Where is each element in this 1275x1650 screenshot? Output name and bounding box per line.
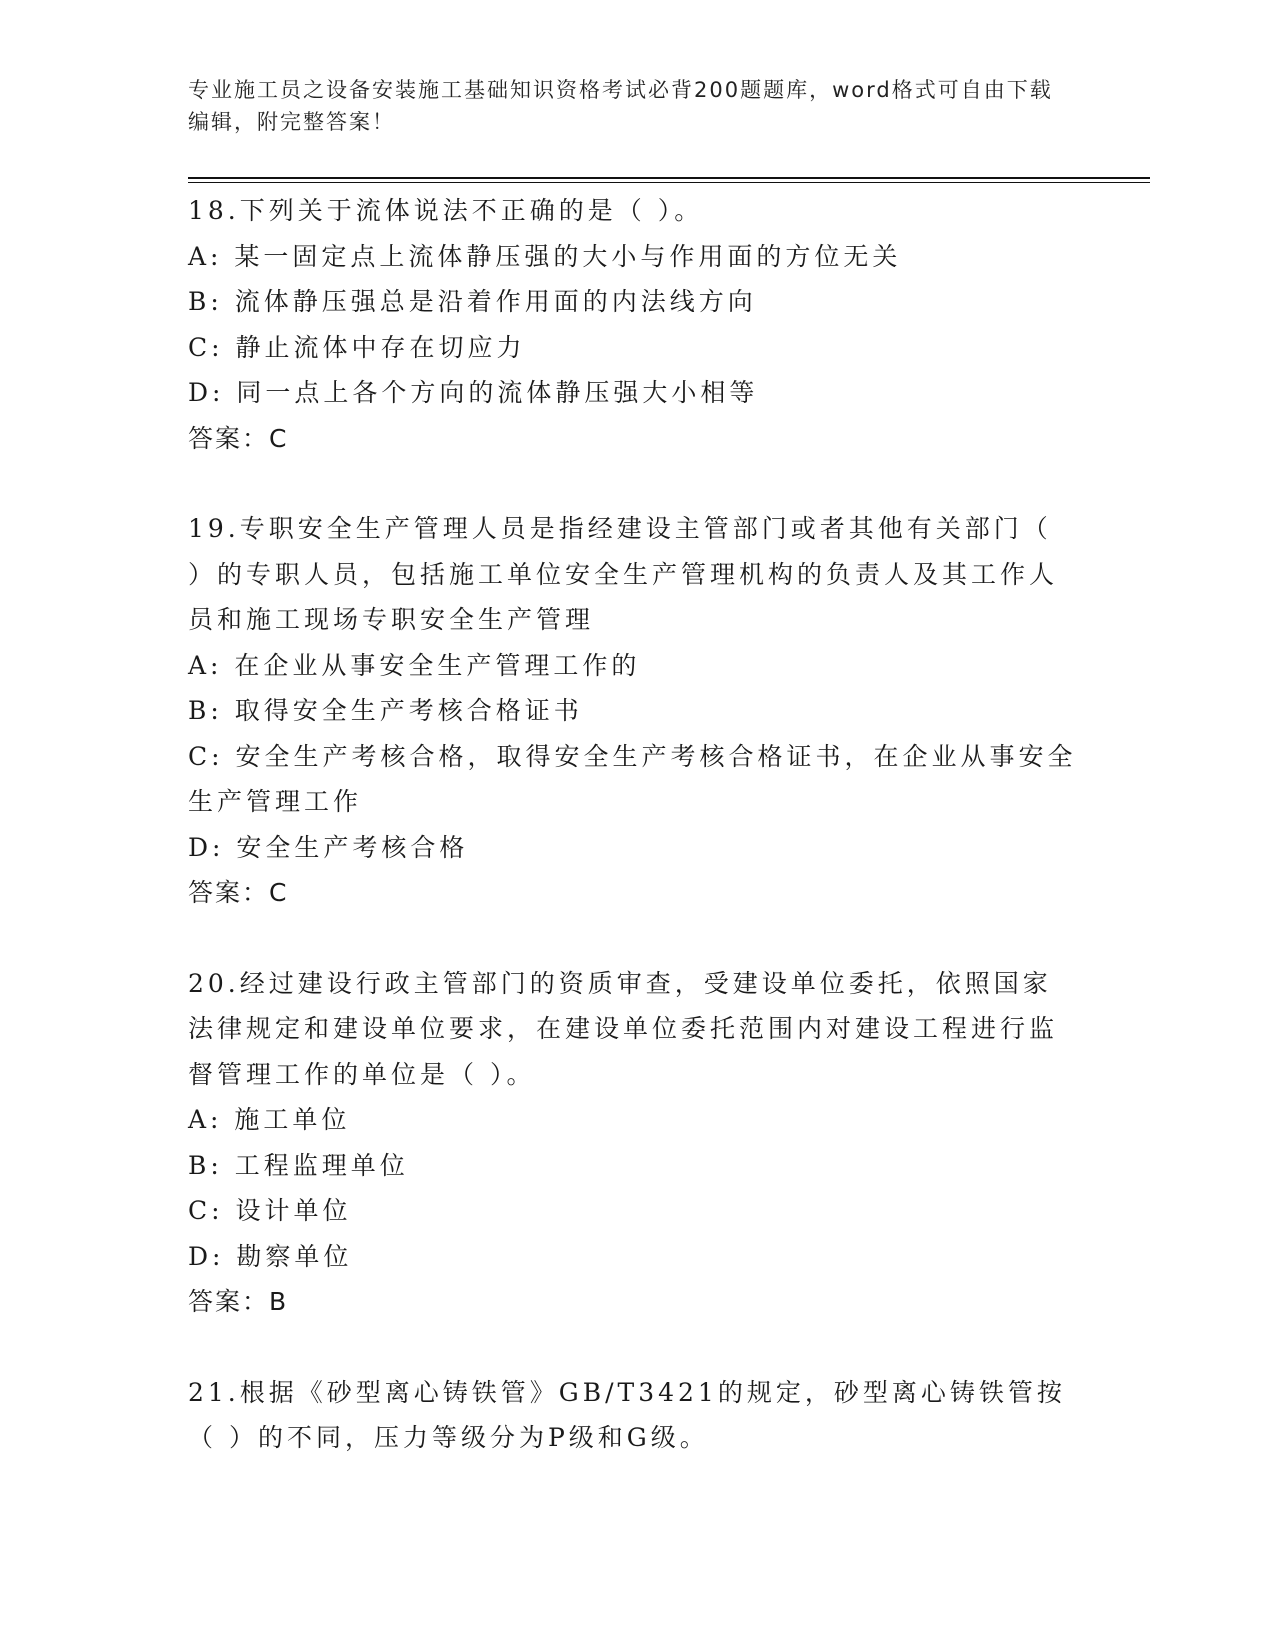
question-21 — [188, 1370, 1078, 1461]
option-d: D: 安全生产考核合格 — [188, 832, 469, 862]
question-stem: 18.下列关于流体说法不正确的是（ ）。 — [188, 196, 704, 225]
question-stem: 21.根据《砂型离心铸铁管》GB/T3421的规定，砂型离心铸铁管按（ ）的不同，压力等级分为P级和G级。 — [188, 1377, 1066, 1452]
page-header: 专业施工员之设备安装施工基础知识资格考试必背200题题库，word格式可自由下载编辑，附完整答案！ — [188, 78, 1053, 134]
header-rule-thick — [188, 177, 1150, 179]
option-c: C: 安全生产考核合格，取得安全生产考核合格证书，在企业从事安全生产管理工作 — [188, 741, 1077, 816]
header-rule-thin — [188, 182, 1150, 183]
option-c: C: 静止流体中存在切应力 — [188, 332, 526, 362]
answer: 答案：B — [188, 1287, 289, 1316]
question-19 — [188, 506, 1078, 916]
spacer — [188, 916, 1078, 961]
option-d: D: 勘察单位 — [188, 1241, 353, 1271]
option-c: C: 设计单位 — [188, 1196, 352, 1225]
question-20 — [188, 961, 1078, 1325]
answer: 答案：C — [188, 423, 289, 453]
spacer — [188, 1325, 1078, 1370]
question-stem: 20.经过建设行政主管部门的资质审查，受建设单位委托，依照国家法律规定和建设单位要求，在建设单位委托范围内对建设工程进行监督管理工作的单位是（ ）。 — [188, 968, 1059, 1089]
option-b: B: 取得安全生产考核合格证书 — [188, 696, 583, 725]
question-18 — [188, 188, 1078, 461]
option-b: B: 工程监理单位 — [188, 1150, 409, 1180]
option-a: A: 施工单位 — [188, 1105, 351, 1134]
option-a: A: 在企业从事安全生产管理工作的 — [188, 650, 641, 680]
option-b: B: 流体静压强总是沿着作用面的内法线方向 — [188, 287, 757, 316]
question-list — [188, 188, 1078, 1461]
option-a: A: 某一固定点上流体静压强的大小与作用面的方位无关 — [188, 241, 902, 271]
option-d: D: 同一点上各个方向的流体静压强大小相等 — [188, 378, 759, 407]
question-stem: 19.专职安全生产管理人员是指经建设主管部门或者其他有关部门（ ）的专职人员，包括施工单位安全生产管理机构的负责人及其工作人员和施工现场专职安全生产管理 — [188, 514, 1059, 634]
spacer — [188, 461, 1078, 506]
answer: 答案：C — [188, 878, 289, 907]
